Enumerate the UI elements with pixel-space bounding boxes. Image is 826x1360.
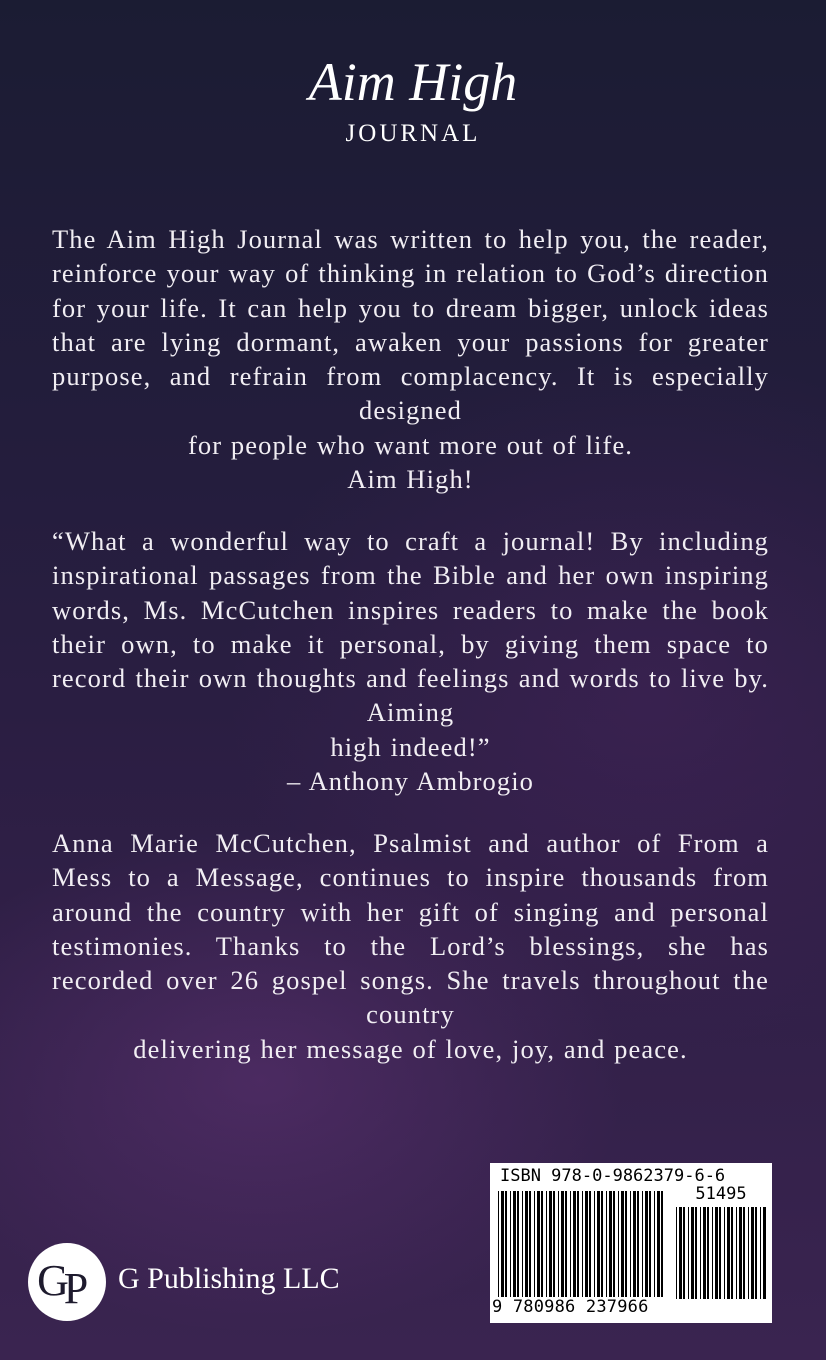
barcode-addon-number: 51495 [695, 1184, 747, 1204]
isbn-barcode [490, 1163, 772, 1323]
barcode-bar [537, 1191, 540, 1297]
barcode-bar [661, 1191, 663, 1297]
bio-line: singing and personal testimonies. Thanks to the [52, 896, 770, 961]
gp-logo-icon [28, 1243, 106, 1321]
barcode-bar [688, 1207, 689, 1299]
barcode-bar [601, 1191, 603, 1297]
testimonial-line: readers to make the book their own, to make it [52, 594, 769, 659]
description-closing: Aim High! [347, 464, 474, 495]
description-line: reader, reinforce your way of thinking in relation to [52, 224, 769, 289]
publisher-name: G Publishing LLC [118, 1262, 340, 1295]
description-line: awaken your passions for greater purpose, and [52, 326, 769, 392]
barcode-bar [739, 1207, 742, 1299]
barcode-bar [501, 1191, 504, 1297]
barcode-bar [676, 1207, 677, 1299]
barcode-bar [517, 1191, 519, 1297]
barcode-bar [577, 1191, 579, 1297]
barcode-bar [703, 1207, 706, 1299]
barcode-addon-bars [676, 1207, 766, 1299]
barcode-bar [534, 1191, 535, 1297]
barcode-bar [642, 1191, 643, 1297]
barcode-bar [719, 1207, 721, 1299]
barcode-bar [763, 1207, 766, 1299]
barcode-bar [589, 1191, 591, 1297]
cover-subtitle: JOURNAL [345, 120, 481, 147]
isbn-label: ISBN 978-0-9862379-6-6 [500, 1166, 726, 1186]
description-line: for people who want more out of life. [187, 429, 634, 460]
barcode-bar [498, 1191, 499, 1297]
testimonial-line: including inspirational passages from the Bible and [52, 526, 770, 591]
barcode-bar [731, 1207, 733, 1299]
barcode-bar [724, 1207, 725, 1299]
description-line: dream bigger, unlock ideas that are lying dormant, [52, 292, 769, 357]
testimonial-line: personal, by giving them space to record their own [52, 628, 769, 694]
barcode-bar [549, 1191, 552, 1297]
svg-text:P: P [63, 1264, 89, 1313]
barcode-bar [683, 1207, 685, 1299]
barcode-bar [679, 1207, 682, 1299]
barcode-bar [727, 1207, 730, 1299]
testimonial-paragraph [52, 524, 769, 798]
barcode-bar [613, 1191, 615, 1297]
testimonial-line: thoughts and feelings and words to live by. Aiming [256, 663, 769, 728]
description-line: refrain from complacency. It is especially designed [229, 361, 769, 426]
bio-line: thousands from around the country with her gift of [52, 862, 770, 927]
barcode-bar [645, 1191, 648, 1297]
barcode-bar [558, 1191, 559, 1297]
description-paragraph [52, 222, 769, 496]
barcode-bar [565, 1191, 567, 1297]
bio-line: songs. She travels throughout the country [360, 965, 769, 1030]
barcode-bar [561, 1191, 564, 1297]
barcode-bar [573, 1191, 576, 1297]
barcode-bar [570, 1191, 571, 1297]
testimonial-attribution: – Anthony Ambrogio [286, 766, 535, 797]
barcode-bar [657, 1191, 660, 1297]
barcode-bar [621, 1191, 624, 1297]
barcode-bar [609, 1191, 612, 1297]
barcode-bar [748, 1207, 749, 1299]
barcode-bar [760, 1207, 761, 1299]
barcode-bar [522, 1191, 523, 1297]
barcode-bar [510, 1191, 511, 1297]
ean-number: 9 780986 237966 [492, 1297, 649, 1317]
barcode-bar [585, 1191, 588, 1297]
barcode-bar [715, 1207, 718, 1299]
barcode-bar [541, 1191, 543, 1297]
barcode-bar [597, 1191, 600, 1297]
cover-title: Aim High [308, 52, 518, 112]
barcode-bar [700, 1207, 701, 1299]
publisher-logo [28, 1243, 106, 1321]
barcode-bar [743, 1207, 745, 1299]
testimonial-line: “What a wonderful way to craft a journal! By [52, 526, 644, 556]
barcode-bar [513, 1191, 516, 1297]
bio-line: delivering her message of love, joy, and peace. [133, 1033, 688, 1064]
barcode-bar [736, 1207, 737, 1299]
description-line: The Aim High Journal was written to help you, the [52, 224, 679, 254]
bio-line: Anna Marie McCutchen, Psalmist and author of [52, 828, 662, 858]
barcode-bar [712, 1207, 713, 1299]
description-line: God’s direction for your life. It can help you to [52, 258, 770, 323]
testimonial-line: high indeed!” [330, 731, 491, 762]
author-bio-paragraph [52, 826, 769, 1066]
bio-line: Lord’s blessings, she has recorded over 26 gospel [52, 930, 769, 996]
barcode-bar [755, 1207, 757, 1299]
barcode-bar [525, 1191, 528, 1297]
barcode-bar [633, 1191, 636, 1297]
barcode-bar [649, 1191, 651, 1297]
svg-text:G: G [37, 1256, 69, 1305]
barcode-bar [606, 1191, 607, 1297]
barcode-bar [625, 1191, 627, 1297]
barcode-bar [695, 1207, 697, 1299]
barcode-bar [546, 1191, 547, 1297]
barcode-bar [630, 1191, 631, 1297]
barcode-bar [582, 1191, 583, 1297]
barcode-bar [553, 1191, 555, 1297]
barcode-bar [691, 1207, 694, 1299]
barcode-bar [529, 1191, 531, 1297]
barcode-bar [751, 1207, 754, 1299]
barcode-bar [618, 1191, 619, 1297]
barcode-bar [505, 1191, 507, 1297]
barcode-main-bars [498, 1191, 666, 1297]
testimonial-line: her own inspiring words, Ms. McCutchen inspires [52, 560, 769, 625]
barcode-bar [637, 1191, 639, 1297]
barcode-bar [707, 1207, 709, 1299]
bio-line: From a Mess to a Message, continues to inspire [52, 828, 769, 893]
barcode-bar [594, 1191, 595, 1297]
barcode-bar [654, 1191, 655, 1297]
